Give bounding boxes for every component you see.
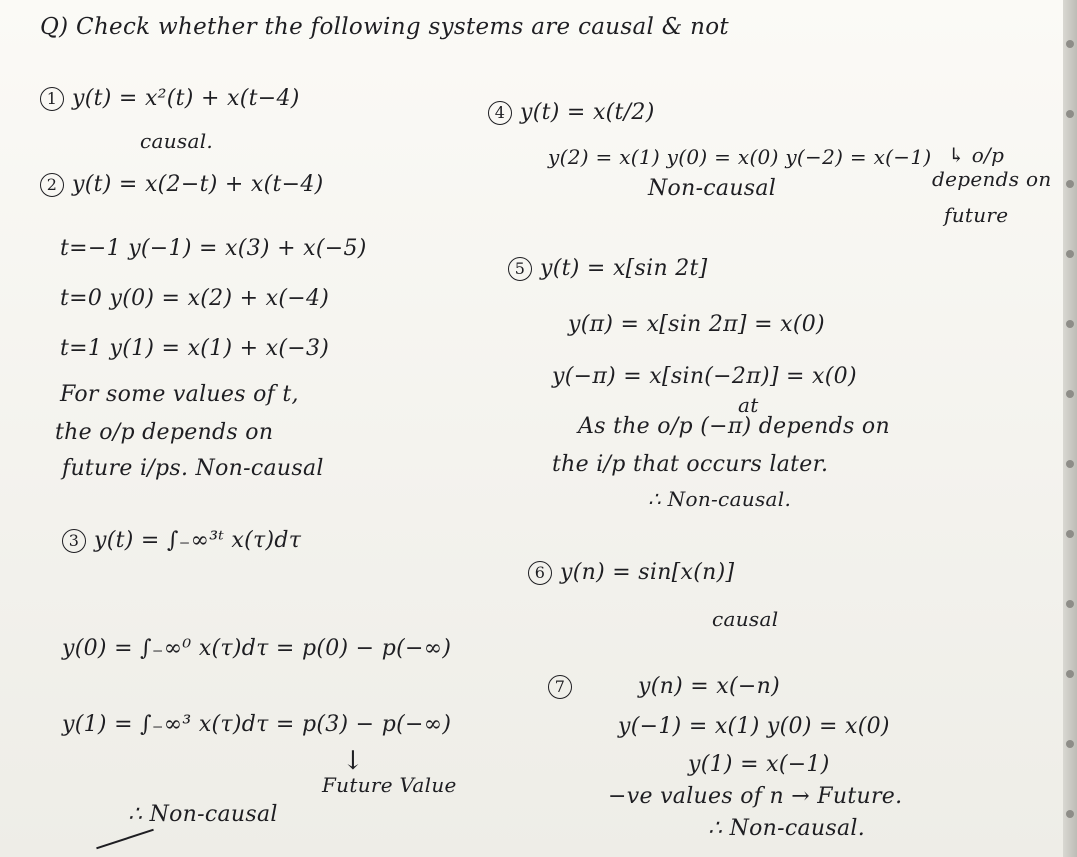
- problem-7-equation: [548, 674, 780, 700]
- problem-2-line-3: t=1 y(1) = x(1) + x(−3): [60, 336, 330, 361]
- problem-2-eq-text: y(t) = x(2−t) + x(t−4): [72, 172, 324, 197]
- problem-5-at: at: [738, 393, 759, 417]
- problem-3-future-note: Future Value: [322, 773, 457, 797]
- problem-2-equation: [40, 172, 324, 198]
- problem-2-number: 2: [40, 173, 64, 197]
- problem-4-result: Non-causal: [648, 176, 777, 201]
- problem-2-conclusion-2: the o/p depends on: [55, 420, 274, 445]
- problem-2-line-2: t=0 y(0) = x(2) + x(−4): [60, 286, 330, 311]
- pen-stroke: [96, 829, 154, 849]
- binding-hole: [1066, 180, 1074, 188]
- problem-4-equation: [488, 100, 655, 126]
- problem-7-result: ∴ Non-causal.: [708, 816, 866, 841]
- problem-4-number: 4: [488, 101, 512, 125]
- problem-6-eq-text: y(n) = sin[x(n)]: [560, 560, 735, 585]
- problem-1-result: causal.: [140, 129, 214, 153]
- binding-hole: [1066, 810, 1074, 818]
- problem-3-eq-text: y(t) = ∫₋∞³ᵗ x(τ)dτ: [94, 528, 302, 553]
- problem-5-eq-text: y(t) = x[sin 2t]: [540, 256, 708, 281]
- problem-2-conclusion-1: For some values of t,: [60, 382, 299, 407]
- problem-5-conclusion-1: As the o/p (−π) depends on: [578, 414, 890, 439]
- problem-3-line-2: y(1) = ∫₋∞³ x(τ)dτ = p(3) − p(−∞): [62, 712, 452, 737]
- problem-1-eq-text: y(t) = x²(t) + x(t−4): [72, 86, 300, 111]
- binding-hole: [1066, 460, 1074, 468]
- problem-7-line-2: y(1) = x(−1): [688, 752, 830, 777]
- problem-7-eq-text: y(n) = x(−n): [638, 674, 780, 699]
- problem-3-line-1: y(0) = ∫₋∞⁰ x(τ)dτ = p(0) − p(−∞): [62, 636, 452, 661]
- problem-6-result: causal: [712, 607, 779, 631]
- binding-hole: [1066, 390, 1074, 398]
- problem-6-number: 6: [528, 561, 552, 585]
- problem-6-equation: [528, 560, 734, 586]
- down-arrow-icon: ↓: [342, 746, 364, 776]
- problem-3-number: 3: [62, 529, 86, 553]
- problem-5-line-1: y(π) = x[sin 2π] = x(0): [568, 312, 825, 337]
- binding-hole: [1066, 40, 1074, 48]
- problem-7-number: 7: [548, 675, 572, 699]
- problem-5-conclusion-2: the i/p that occurs later.: [552, 452, 829, 477]
- problem-3-result: ∴ Non-causal: [128, 802, 278, 827]
- binding-hole: [1066, 670, 1074, 678]
- problem-1-number: 1: [40, 87, 64, 111]
- problem-2-conclusion-3: future i/ps. Non-causal: [62, 456, 324, 481]
- problem-4-note-3: future: [944, 203, 1009, 227]
- binding-hole: [1066, 600, 1074, 608]
- binding-hole: [1066, 250, 1074, 258]
- problem-5-result: ∴ Non-causal.: [648, 487, 792, 511]
- spiral-binding: [1063, 0, 1077, 857]
- problem-1-equation: [40, 86, 300, 112]
- problem-2-line-1: t=−1 y(−1) = x(3) + x(−5): [60, 236, 367, 261]
- binding-hole: [1066, 110, 1074, 118]
- problem-3-equation: [62, 528, 301, 554]
- binding-hole: [1066, 320, 1074, 328]
- problem-4-line-1: y(2) = x(1) y(0) = x(0) y(−2) = x(−1): [548, 145, 932, 169]
- problem-7-line-1: y(−1) = x(1) y(0) = x(0): [618, 714, 890, 739]
- question-heading: Q) Check whether the following systems are causal & not: [40, 14, 729, 40]
- binding-hole: [1066, 740, 1074, 748]
- problem-4-eq-text: y(t) = x(t/2): [520, 100, 655, 125]
- problem-7-conclusion: −ve values of n → Future.: [608, 784, 903, 809]
- problem-5-number: 5: [508, 257, 532, 281]
- problem-4-note-1: ↳ o/p: [948, 143, 1005, 167]
- problem-5-equation: [508, 256, 708, 282]
- problem-5-line-2: y(−π) = x[sin(−2π)] = x(0): [552, 364, 857, 389]
- binding-hole: [1066, 530, 1074, 538]
- problem-4-note-2: depends on: [932, 167, 1052, 191]
